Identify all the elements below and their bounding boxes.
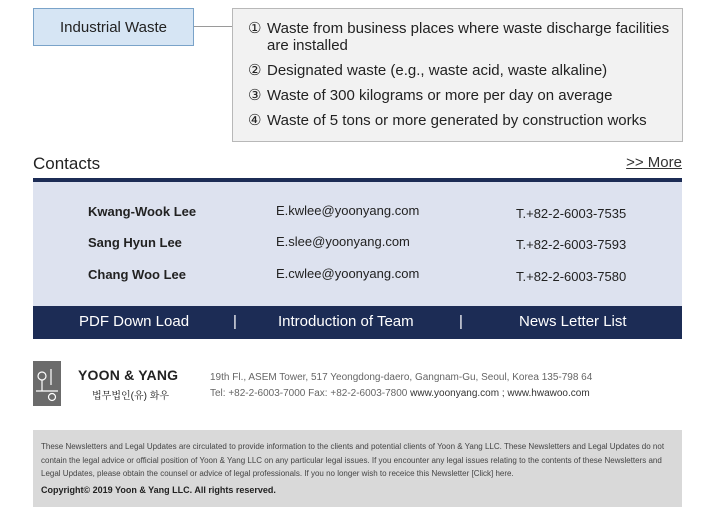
contacts-panel xyxy=(33,182,682,306)
contact-name: Kwang-Wook Lee xyxy=(88,204,197,219)
contact-email[interactable]: E.slee@yoonyang.com xyxy=(276,234,410,249)
firm-logo-text xyxy=(78,367,178,402)
firm-logo-icon xyxy=(33,361,61,406)
item-number: ③ xyxy=(248,87,262,104)
item-number: ① xyxy=(248,20,262,37)
firm-korean-name: 법무법인(유) 화우 xyxy=(92,391,170,402)
more-link[interactable]: >> More xyxy=(626,154,682,171)
item-number: ④ xyxy=(248,112,262,129)
firm-name: YOON & YANG xyxy=(78,367,179,383)
connector-line xyxy=(194,26,232,27)
firm-address: 19th Fl., ASEM Tower, 517 Yeongdong-daero, Gangnam-Gu, Seoul, Korea 135-798 64 xyxy=(210,372,593,383)
item-text: Waste from business places where waste discharge facilities are installed xyxy=(267,20,670,54)
list-item xyxy=(248,62,672,79)
list-item xyxy=(248,20,672,54)
team-intro-link[interactable]: Introduction of Team xyxy=(278,313,414,330)
disclaimer-text: These Newsletters and Legal Updates are circulated to provide information to the clients and potential clients of Yoon & Yang LLC. These Newsletters and Legal Updates do not contain the legal advice or official position of Yoon & Yang LLC on any particular legal issues. If you encounter any legal issues relating to the contents of these Newsletters and Legal Updates, please obtain the counsel or advice of legal professionals. If you no longer wish to receice this Newsletter [Click] here. xyxy=(41,442,665,478)
item-text: Designated waste (e.g., waste acid, waste alkaline) xyxy=(267,62,608,79)
firm-websites[interactable]: www.yoonyang.com ; www.hwawoo.com xyxy=(410,388,590,399)
footer-nav-bar xyxy=(33,306,682,339)
contacts-title: Contacts xyxy=(33,154,101,173)
contact-email[interactable]: E.kwlee@yoonyang.com xyxy=(276,203,420,218)
newsletter-list-link[interactable]: News Letter List xyxy=(519,313,627,330)
contact-tel: T.+82-2-6003-7580 xyxy=(516,269,627,284)
list-item xyxy=(248,112,672,129)
nav-separator: | xyxy=(459,313,463,330)
firm-address-block xyxy=(210,370,592,402)
firm-phone-fax: Tel: +82-2-6003-7000 Fax: +82-2-6003-7800 xyxy=(210,388,408,399)
contact-name: Chang Woo Lee xyxy=(88,267,186,282)
disclaimer-box xyxy=(33,430,682,507)
industrial-waste-list xyxy=(232,8,683,142)
nav-separator: | xyxy=(233,313,237,330)
item-text: Waste of 5 tons or more generated by construction works xyxy=(267,112,647,129)
item-text: Waste of 300 kilograms or more per day on average xyxy=(267,87,613,104)
item-number: ② xyxy=(248,62,262,79)
contact-tel: T.+82-2-6003-7535 xyxy=(516,206,627,221)
industrial-waste-label xyxy=(33,8,194,46)
copyright: Copyright© 2019 Yoon & Yang LLC. All rights reserved. xyxy=(41,484,276,495)
pdf-download-link[interactable]: PDF Down Load xyxy=(79,313,190,330)
contact-tel: T.+82-2-6003-7593 xyxy=(516,237,627,252)
contact-email[interactable]: E.cwlee@yoonyang.com xyxy=(276,266,420,281)
contact-name: Sang Hyun Lee xyxy=(88,235,182,250)
industrial-waste-label-text: Industrial Waste xyxy=(60,18,167,36)
list-item xyxy=(248,87,672,104)
